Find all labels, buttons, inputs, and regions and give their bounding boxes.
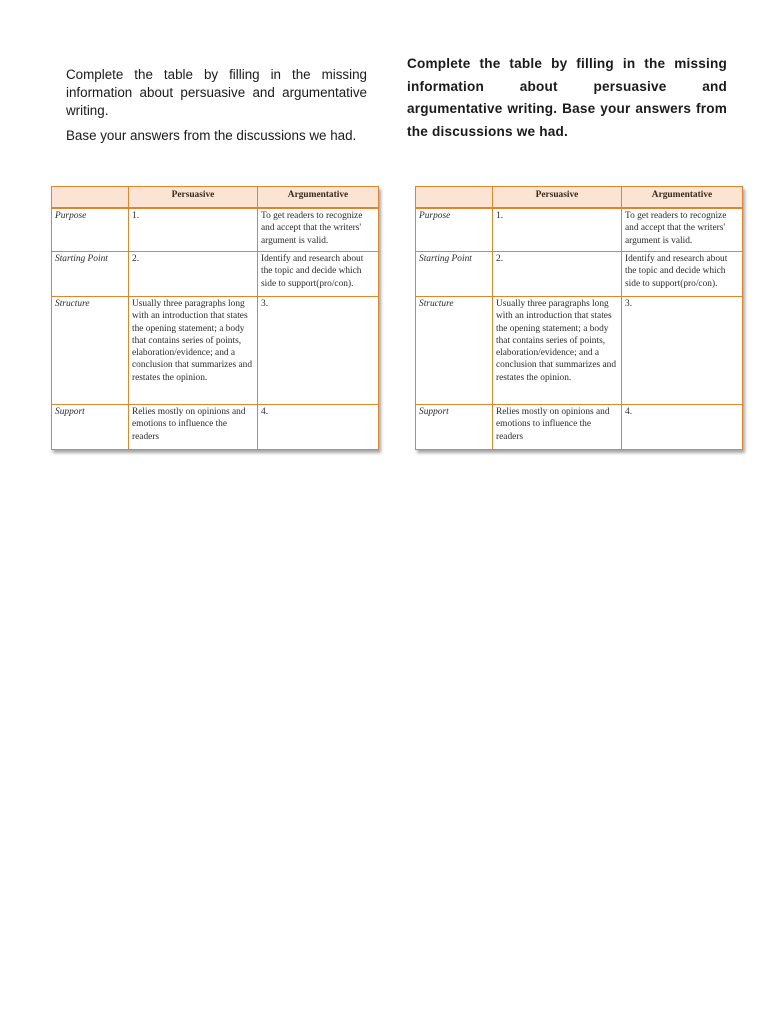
header-persuasive: Persuasive: [493, 187, 622, 209]
cell-persuasive: 1.: [493, 208, 622, 252]
row-label: Support: [52, 405, 129, 450]
row-label: Starting Point: [52, 252, 129, 297]
cell-persuasive: Relies mostly on opinions and emotions to influence the readers: [493, 405, 622, 450]
row-label: Structure: [416, 297, 493, 405]
cell-argumentative: To get readers to recognize and accept that the writers' argument is valid.: [258, 208, 379, 252]
row-label: Purpose: [416, 208, 493, 252]
table-row: [416, 252, 743, 297]
cell-persuasive: 2.: [493, 252, 622, 297]
cell-argumentative: To get readers to recognize and accept that the writers' argument is valid.: [622, 208, 743, 252]
header-empty: [52, 187, 129, 209]
table-row: [52, 252, 379, 297]
cell-argumentative: Identify and research about the topic and decide which side to support(pro/con).: [258, 252, 379, 297]
row-label: Purpose: [52, 208, 129, 252]
instruction-note: Base your answers from the discussions we had.: [66, 128, 357, 143]
table-row: [52, 405, 379, 450]
table-row: [52, 208, 379, 252]
cell-argumentative: 4.: [622, 405, 743, 450]
comparison-table-left: [51, 186, 379, 450]
cell-argumentative: 3.: [622, 297, 743, 405]
header-argumentative: Argumentative: [258, 187, 379, 209]
row-label: Structure: [52, 297, 129, 405]
table-row: [416, 208, 743, 252]
cell-persuasive: 1.: [129, 208, 258, 252]
cell-persuasive: 2.: [129, 252, 258, 297]
header-argumentative: Argumentative: [622, 187, 743, 209]
table-row: [416, 297, 743, 405]
comparison-table-right: [415, 186, 743, 450]
cell-persuasive: Usually three paragraphs long with an introduction that states the opening statement; a body that contains series of points, elaboration/evidence; and a conclusion that summarizes and restates the opinion.: [129, 297, 258, 405]
instruction-text: Complete the table by filling in the missing information about persuasive and argumentative writing.: [66, 67, 367, 118]
instructions-right: [407, 53, 727, 143]
table-row: [416, 405, 743, 450]
table-row: [52, 297, 379, 405]
header-empty: [416, 187, 493, 209]
cell-persuasive: Usually three paragraphs long with an introduction that states the opening statement; a body that contains series of points, elaboration/evidence; and a conclusion that summarizes and restates the opinion.: [493, 297, 622, 405]
row-label: Support: [416, 405, 493, 450]
cell-persuasive: Relies mostly on opinions and emotions to influence the readers: [129, 405, 258, 450]
cell-argumentative: 4.: [258, 405, 379, 450]
cell-argumentative: Identify and research about the topic and decide which side to support(pro/con).: [622, 252, 743, 297]
instruction-text-bold: Complete the table by filling in the missing information about persuasive and argumentative writing. Base your answers from the discussions we had.: [407, 56, 727, 139]
cell-argumentative: 3.: [258, 297, 379, 405]
header-persuasive: Persuasive: [129, 187, 258, 209]
row-label: Starting Point: [416, 252, 493, 297]
instructions-left: [66, 66, 367, 145]
